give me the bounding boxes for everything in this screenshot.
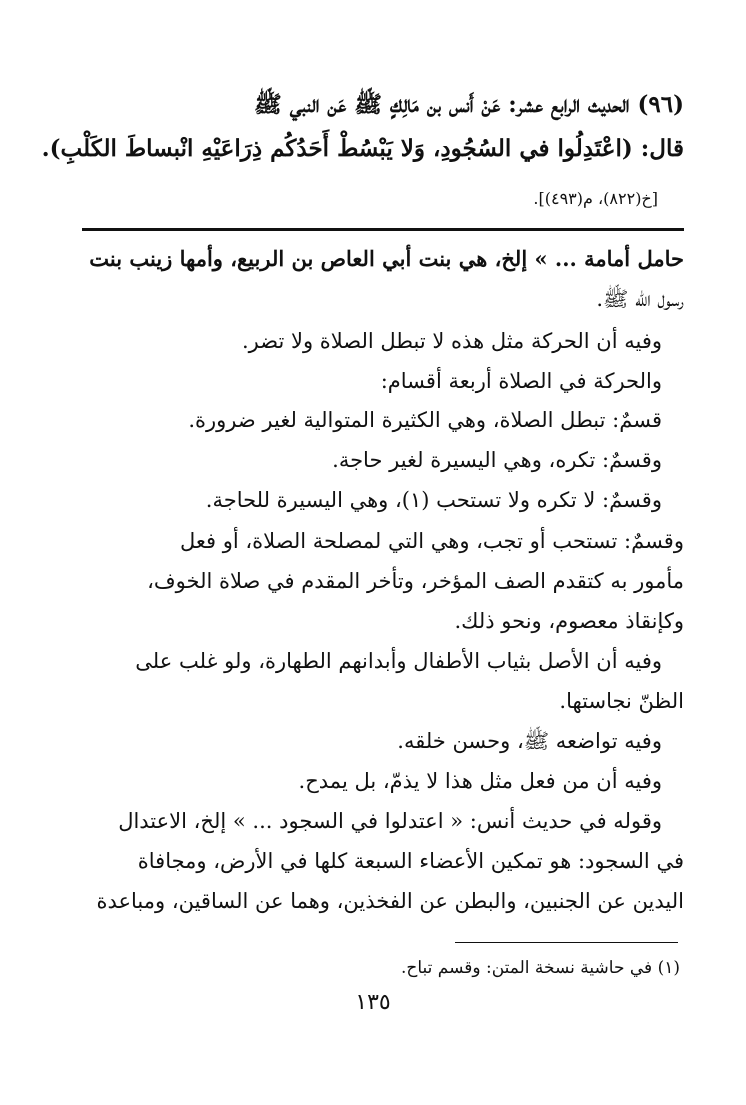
commentary-line: والحركة في الصلاة أربعة أقسام: (380, 369, 662, 393)
footnote-divider (455, 942, 678, 943)
commentary-line: وفيه أن الحركة مثل هذه لا تبطل الصلاة ولا تضر. (241, 329, 662, 353)
commentary-line: وفيه أن الأصل بثياب الأطفال وأبدانهم الطهارة، ولو غلب على (135, 649, 662, 673)
hadith-source: [خ(٨٢٢)، م(٤٩٣)]. (533, 189, 658, 208)
hadith-line-2: قال: (اعْتَدِلُوا في السُجُودِ، وَلا يَبْسُطْ أَحَدُكُم ذِرَاعَيْهِ انْبساطَ الكَلْبِ). (41, 135, 684, 162)
commentary-line: وقسمٌ: لا تكره ولا تستحب (١)، وهي اليسيرة للحاجة. (205, 488, 662, 512)
commentary-line: الظنّ نجاستها. (559, 689, 684, 713)
commentary-line: وقوله في حديث أنس: « اعتدلوا في السجود ... » إلخ، الاعتدال (118, 809, 662, 833)
hadith-line-1: (٩٦) الحديث الرابع عشر: عَنْ أَنس بن مَالِكٍ ﷺ عَن النبي ﷺ (253, 91, 684, 118)
commentary-line: اليدين عن الجنبين، والبطن عن الفخذين، وهما عن الساقين، ومباعدة (96, 889, 684, 913)
commentary-line: حامل أمامة ... » إلخ، هي بنت أبي العاص بن الربيع، وأمها زينب بنت (89, 246, 684, 271)
page-number: ١٣٥ (355, 990, 391, 1015)
commentary-line: وقسمٌ: تستحب أو تجب، وهي التي لمصلحة الصلاة، أو فعل (179, 529, 684, 553)
commentary-line: وكإنقاذ معصوم، ونحو ذلك. (454, 609, 684, 633)
commentary-line: في السجود: هو تمكين الأعضاء السبعة كلها في الأرض، ومجافاة (137, 849, 684, 873)
section-divider (82, 228, 684, 231)
footnote: (١) في حاشية نسخة المتن: وقسم تباح. (400, 958, 680, 978)
commentary-line: وقسمٌ: تكره، وهي اليسيرة لغير حاجة. (332, 448, 662, 472)
commentary-line: رسول الله ﷺ. (596, 287, 684, 311)
commentary-line: قسمٌ: تبطل الصلاة، وهي الكثيرة المتوالية لغير ضرورة. (188, 408, 662, 432)
commentary-line: وفيه أن من فعل مثل هذا لا يذمّ، بل يمدح. (298, 769, 662, 793)
commentary-line: مأمور به كتقدم الصف المؤخر، وتأخر المقدم في صلاة الخوف، (147, 569, 684, 593)
commentary-line: وفيه تواضعه ﷺ، وحسن خلقه. (397, 729, 662, 753)
